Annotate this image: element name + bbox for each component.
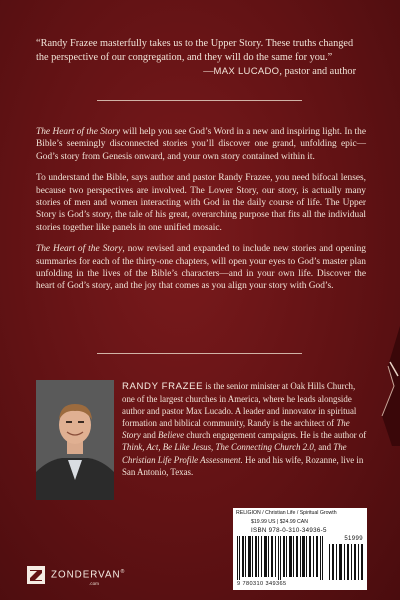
isbn: ISBN 978-0-310-34936-5 xyxy=(251,527,327,534)
bio-text: church engagement campaigns. He is the author of xyxy=(184,430,367,441)
registered-mark: ® xyxy=(120,569,126,575)
author-portrait-icon xyxy=(36,380,114,500)
author-bio xyxy=(122,380,368,478)
price: $19.99 US | $24.99 CAN xyxy=(251,519,309,525)
divider-bottom xyxy=(97,353,302,354)
isbn-barcode-icon xyxy=(237,536,325,580)
bio-text: and xyxy=(316,442,334,453)
bio-text: He and his wife, Rozanne, live in San Antonio, Texas. xyxy=(122,454,364,477)
description-text: , now revised and expanded to include new stories and opening summaries for each of the thirty-one chapters, will open your eyes to God’s master plan unfolding in the lives of the Bible’s characters—and in your own life. Discover the heart of God’s story, and the joy that comes as you align your story with God’s. xyxy=(36,244,366,292)
bio-title-ref: Believe xyxy=(158,430,185,441)
bio-title-ref: The Christian Life Profile Assessment. xyxy=(122,442,347,465)
quote-text: “Randy Frazee masterfully takes us to the Upper Story. These truths changed the perspective of our congregation, and they will do the same for you.” xyxy=(36,38,354,63)
divider-top xyxy=(97,100,302,101)
publisher-url: .com xyxy=(89,581,99,586)
quote-attribution xyxy=(36,65,366,79)
attribution-dash: — xyxy=(203,66,214,77)
author-name: RANDY FRAZEE xyxy=(122,381,204,392)
book-title-ref: The Heart of the Story xyxy=(36,127,121,137)
bisac-category: RELIGION / Christian Life / Spiritual Growth xyxy=(236,510,337,516)
bio-text: is the senior minister at Oak Hills Church, one of the largest churches in America, where he leads alongside author and pastor Max Lucado. A leader and innovator in spiritual formation and biblical community, Randy is the architect of xyxy=(122,381,357,429)
description-paragraph-2: To understand the Bible, says author and pastor Randy Frazee, you need bifocal lenses, because two perspectives are involved. The Lower Story, our story, is actually many stories of men and women interacting with God in the daily course of life. The Upper Story is God’s story, the tale of his great, overarching purpose that fits all the individual stories together like panels in one unified mosaic. xyxy=(36,173,366,233)
price-addon-barcode-icon xyxy=(329,544,363,580)
publisher-name xyxy=(51,569,125,580)
description-paragraph-3 xyxy=(36,243,366,293)
barcode-label xyxy=(233,508,367,590)
bio-title-ref: The Story xyxy=(122,418,350,441)
attribution-role: , pastor and author xyxy=(279,66,356,77)
book-title-ref: The Heart of the Story xyxy=(36,244,123,255)
torn-page-ornament xyxy=(368,326,400,446)
bio-title-ref: Think, Act, Be Like Jesus, The Connecting Church 2.0, xyxy=(122,442,316,453)
barcode-digits: 9 780310 349365 xyxy=(237,581,287,587)
description-text: will help you see God’s Word in a new and inspiring light. In the Bible’s seemingly disconnected stories you’ll discover one grand, unfolding epic—God’s story from Genesis onward, and your own story contained within it. xyxy=(36,127,366,162)
endorsement-quote xyxy=(36,37,366,79)
price-addon-code: 51999 xyxy=(344,536,363,542)
bio-text: and xyxy=(140,430,158,441)
zondervan-logo-icon xyxy=(27,566,45,584)
description-paragraph-1 xyxy=(36,126,366,163)
attribution-name: MAX LUCADO xyxy=(213,66,280,77)
author-photo xyxy=(36,380,114,500)
book-description xyxy=(36,126,366,302)
publisher-name-text: ZONDERVAN xyxy=(51,569,121,581)
